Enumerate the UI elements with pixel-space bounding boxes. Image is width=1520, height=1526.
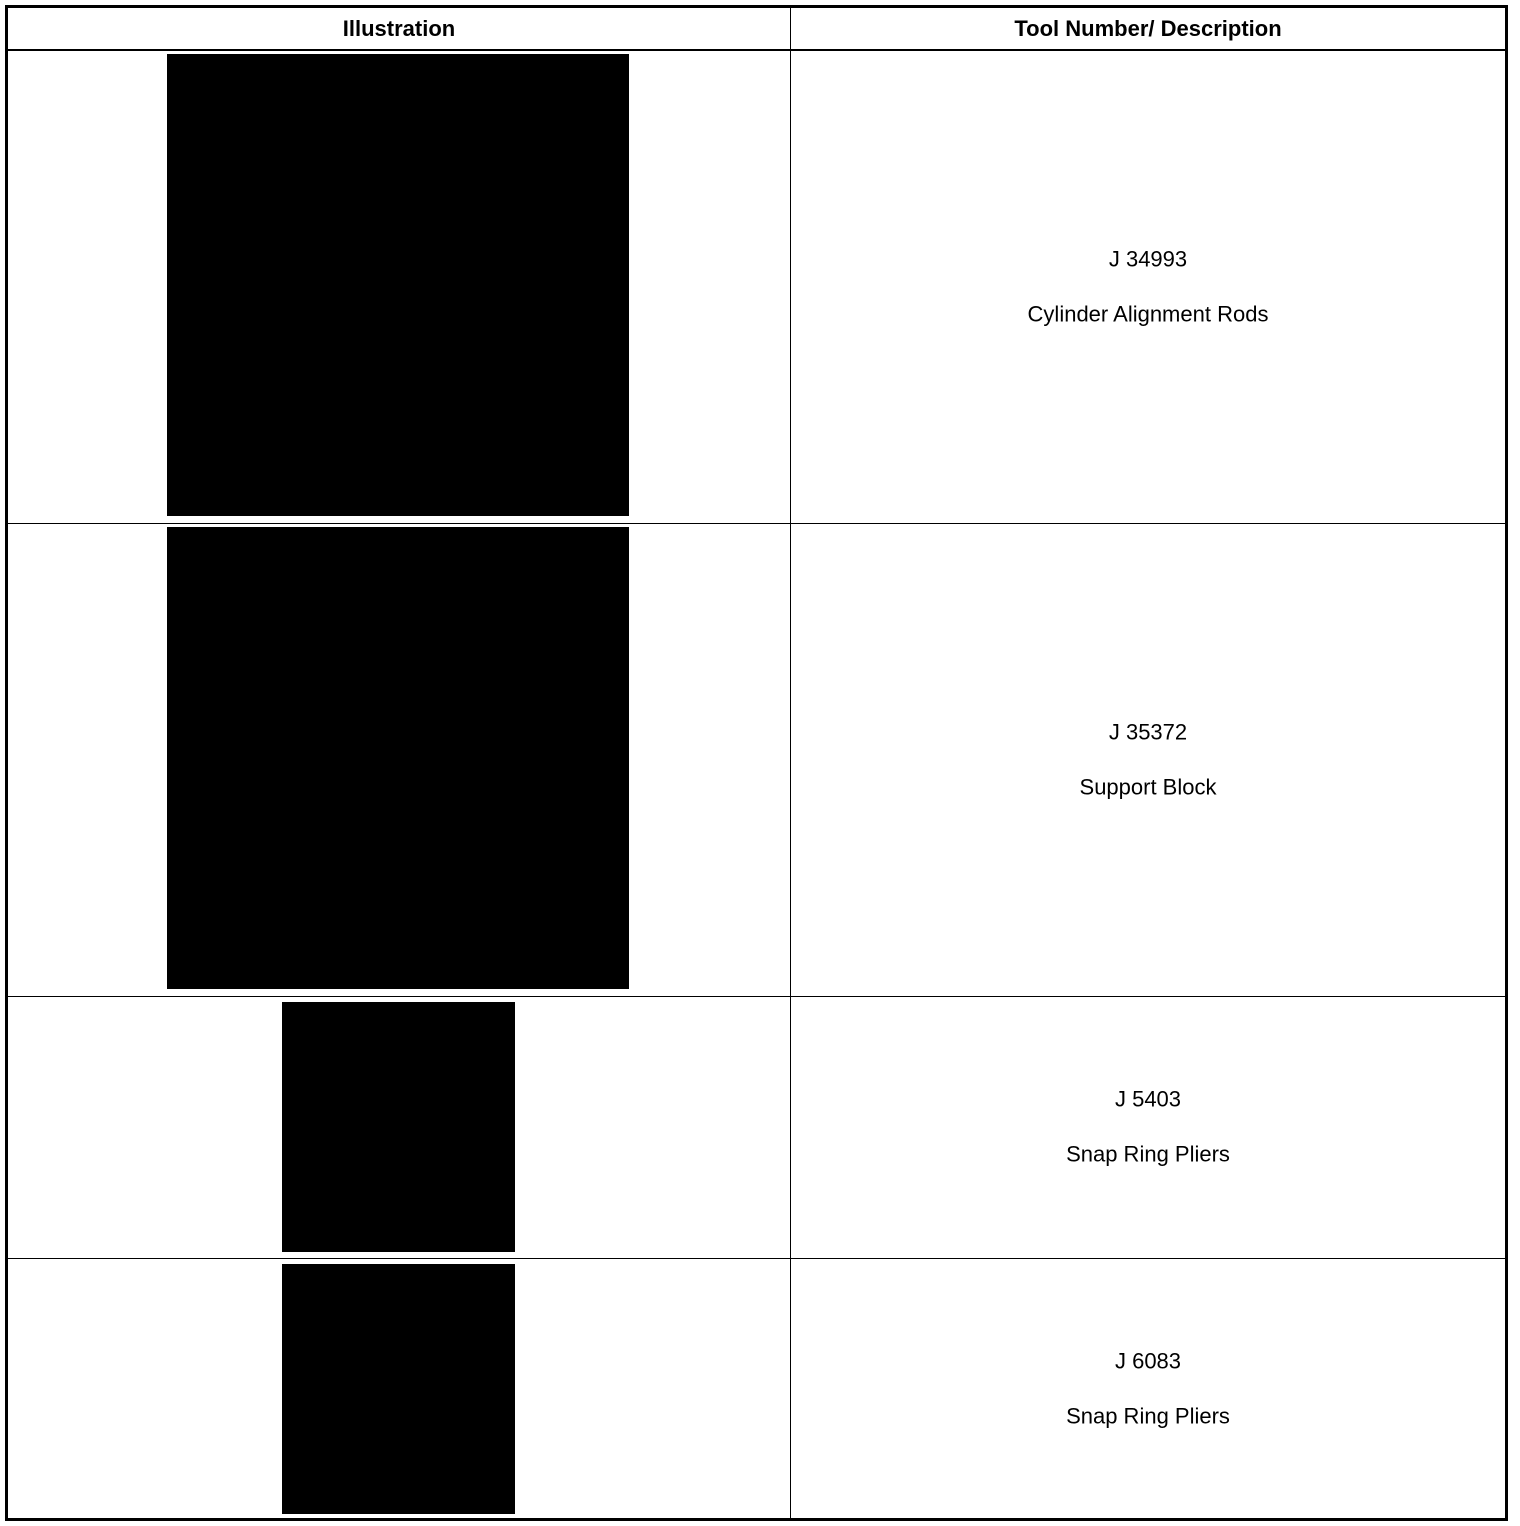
tool-illustration-image <box>167 54 629 516</box>
header-tool-description: Tool Number/ Description <box>1014 15 1282 41</box>
tool-description-cell <box>791 51 1505 523</box>
special-tools-table <box>5 5 1508 1521</box>
tool-number: J 6083 <box>1114 1348 1182 1374</box>
illustration-cell <box>8 51 791 523</box>
illustration-cell <box>8 997 791 1258</box>
table-header-row <box>8 8 1505 51</box>
table-row <box>8 1259 1505 1518</box>
tool-description-cell <box>791 524 1505 996</box>
tool-description: Cylinder Alignment Rods <box>1027 301 1269 327</box>
header-illustration: Illustration <box>8 8 791 49</box>
tool-description: Snap Ring Pliers <box>1066 1141 1230 1167</box>
tool-description: Support Block <box>1079 774 1217 800</box>
table-row <box>8 997 1505 1259</box>
tool-description-cell <box>791 1259 1505 1518</box>
illustration-cell <box>8 1259 791 1518</box>
table-row <box>8 51 1505 524</box>
tool-illustration-image <box>282 1002 515 1252</box>
tool-number: J 5403 <box>1114 1086 1182 1112</box>
table-row <box>8 524 1505 997</box>
tool-illustration-image <box>167 527 629 989</box>
tool-illustration-image <box>282 1264 515 1514</box>
tool-number: J 35372 <box>1108 719 1188 745</box>
tool-description-cell <box>791 997 1505 1258</box>
illustration-cell <box>8 524 791 996</box>
tool-description: Snap Ring Pliers <box>1066 1403 1230 1429</box>
tool-number: J 34993 <box>1108 246 1188 272</box>
